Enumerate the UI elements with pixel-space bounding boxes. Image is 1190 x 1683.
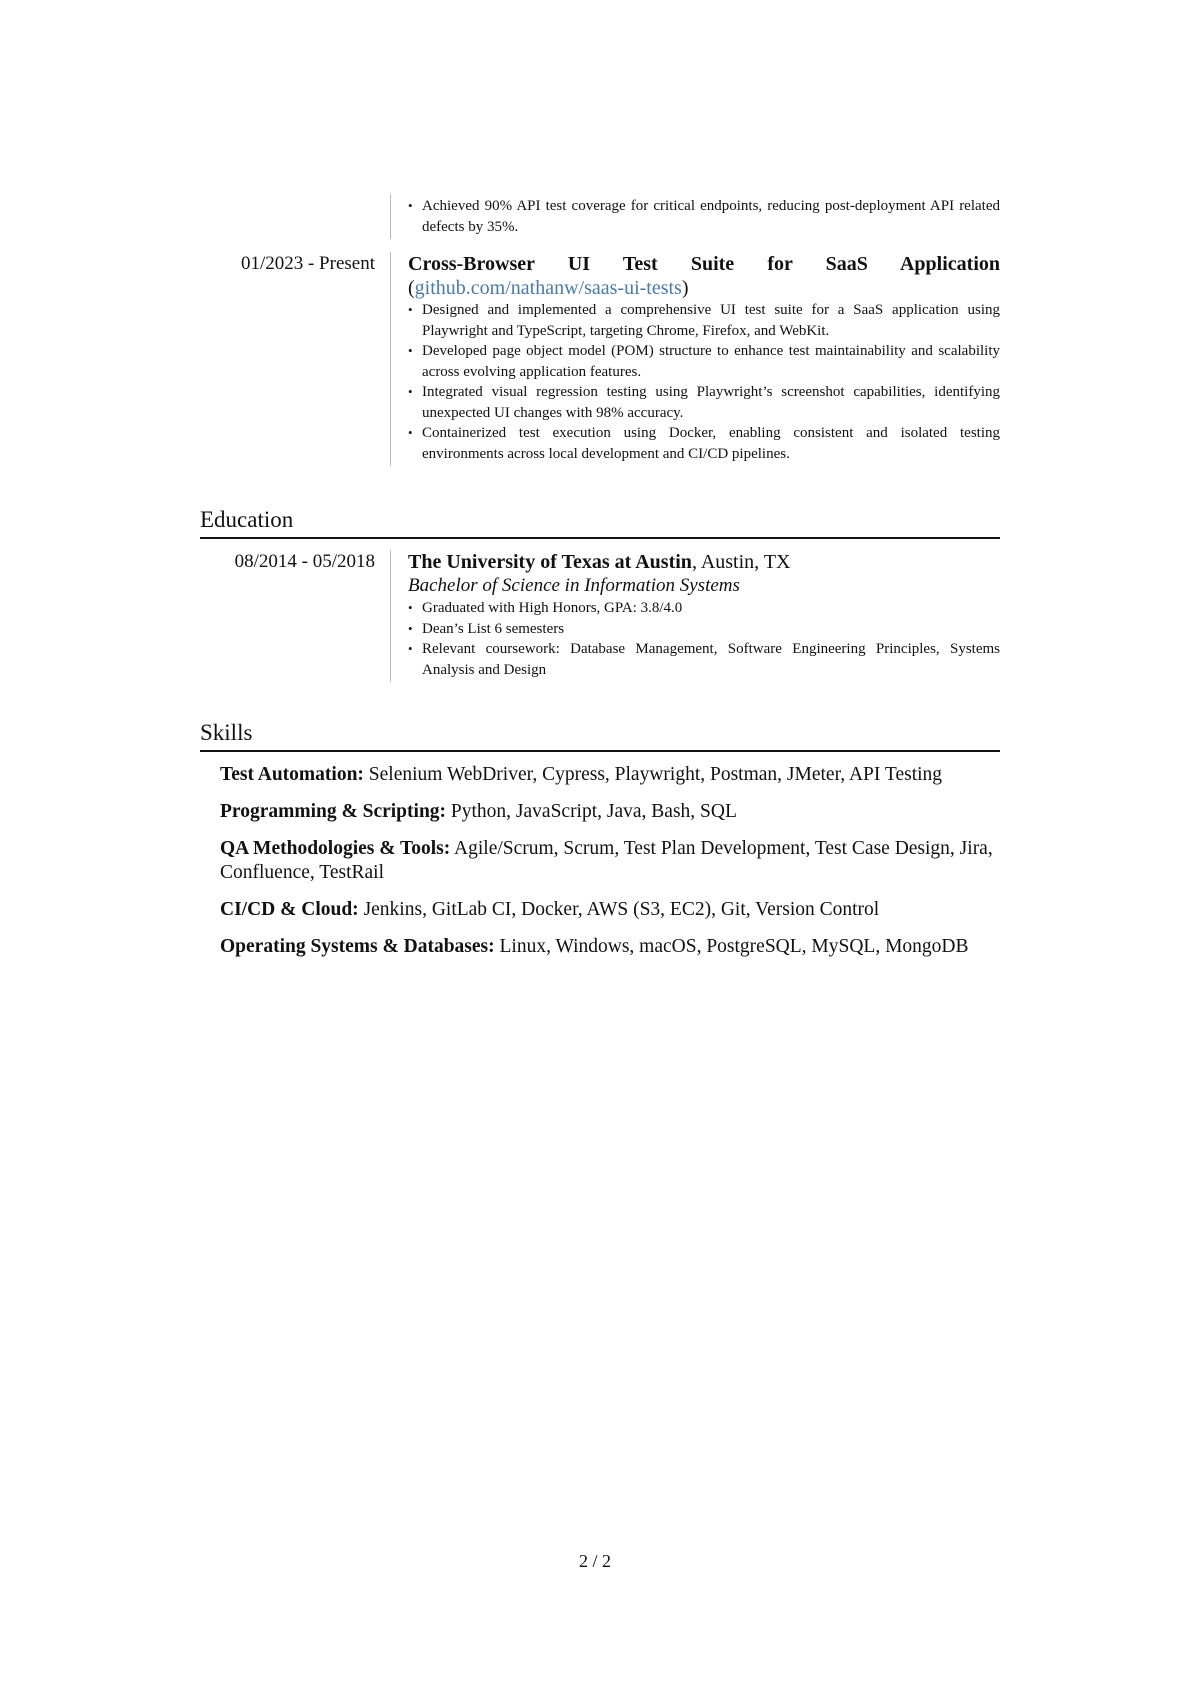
bullet-item: • Relevant coursework: Database Management, Software Engineering Principles, Systems Analysis and Design — [408, 639, 1000, 680]
entry-body — [390, 194, 1000, 239]
skill-label: Programming & Scripting: — [220, 801, 447, 822]
skill-row-qa-methodologies — [220, 837, 1005, 885]
skill-row-test-automation — [220, 763, 1005, 787]
skill-label: CI/CD & Cloud: — [220, 899, 359, 920]
bullet-item: • Graduated with High Honors, GPA: 3.8/4.0 — [408, 598, 1000, 619]
skill-row-programming — [220, 800, 1005, 824]
institution-line — [408, 550, 1000, 574]
open-paren: ( — [408, 277, 415, 299]
bullet-list — [408, 300, 1000, 464]
institution-location: , Austin, TX — [691, 551, 791, 573]
entry-body — [390, 550, 1000, 682]
institution-name: The University of Texas at Austin — [408, 551, 692, 573]
entry-date: 08/2014 - 05/2018 — [234, 551, 375, 572]
skill-label: Operating Systems & Databases: — [220, 936, 495, 957]
skill-label: Test Automation: — [220, 764, 364, 785]
skill-value: Agile/Scrum, Scrum, Test Plan Development, Test Case Design, Jira, Confluence, TestRail — [220, 838, 993, 883]
skill-value: Jenkins, GitLab CI, Docker, AWS (S3, EC2), Git, Version Control — [358, 899, 880, 920]
bullet-item: • Integrated visual regression testing using Playwright’s screenshot capabilities, identifying unexpected UI changes with 98% accuracy. — [408, 382, 1000, 423]
project-title — [408, 252, 1000, 300]
bullet-item: • Developed page object model (POM) structure to enhance test maintainability and scalability across evolving application features. — [408, 341, 1000, 382]
bullet-item: • Containerized test execution using Docker, enabling consistent and isolated testing environments across local development and CI/CD pipelines. — [408, 423, 1000, 464]
skill-row-os-databases — [220, 935, 1005, 959]
skill-value: Selenium WebDriver, Cypress, Playwright, Postman, JMeter, API Testing — [363, 764, 943, 785]
project-name: Cross-Browser UI Test Suite for SaaS Application — [408, 253, 1000, 275]
skill-label: QA Methodologies & Tools: — [220, 838, 451, 859]
project-link[interactable]: github.com/nathanw/saas-ui-tests — [414, 277, 682, 299]
entry-date: 01/2023 - Present — [240, 253, 375, 274]
close-paren: ) — [681, 277, 689, 299]
bullet-list — [408, 196, 1000, 237]
page-number: 2 / 2 — [578, 1551, 611, 1571]
bullet-list — [408, 598, 1000, 680]
skill-value: Python, JavaScript, Java, Bash, SQL — [446, 801, 737, 822]
section-heading-education: Education — [200, 506, 1000, 539]
skills-list — [220, 763, 1005, 972]
skill-row-cicd-cloud — [220, 898, 1005, 922]
degree: Bachelor of Science in Information Systems — [408, 575, 740, 596]
entry-body — [390, 252, 1000, 466]
skill-value: Linux, Windows, macOS, PostgreSQL, MySQL, MongoDB — [494, 936, 969, 957]
bullet-item: • Achieved 90% API test coverage for critical endpoints, reducing post-deployment API related defects by 35%. — [408, 196, 1000, 237]
section-heading-skills: Skills — [200, 719, 1000, 752]
bullet-item: • Dean’s List 6 semesters — [408, 619, 1000, 640]
bullet-item: • Designed and implemented a comprehensive UI test suite for a SaaS application using Playwright and TypeScript, targeting Chrome, Firefox, and WebKit. — [408, 300, 1000, 341]
